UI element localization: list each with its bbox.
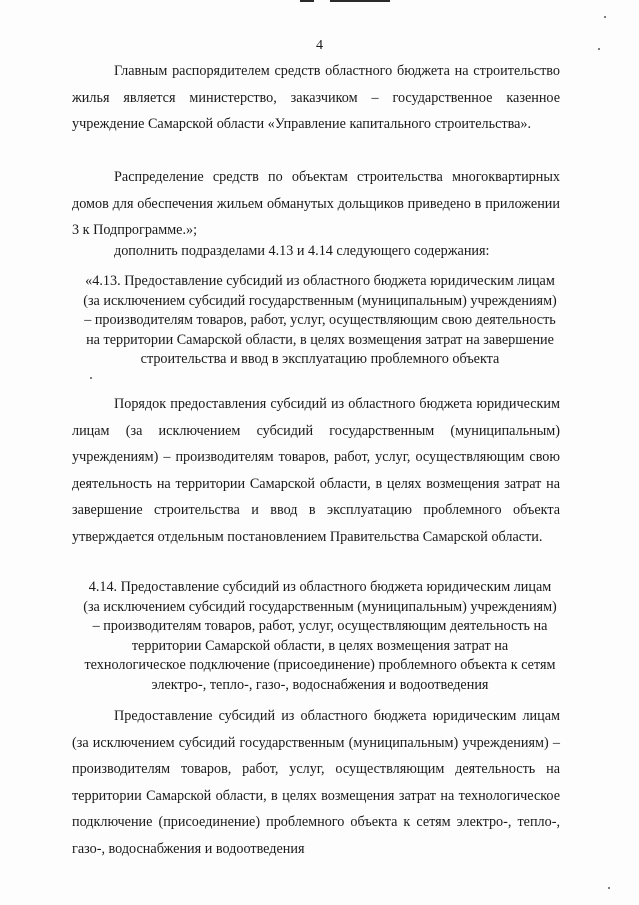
scan-speck (608, 887, 610, 889)
page-number: 4 (316, 38, 323, 53)
scan-speck (604, 16, 606, 18)
scan-speck (90, 377, 92, 379)
heading-subsection-4-13: «4.13. Предоставление субсидий из областного бюджета юридическим лицам (за исключением субсидий государственным (муниципальным) учреждениям) – производителям товаров, работ, услуг, осуществляющим свою деятельность на территории Самарской области, в целях возмещения затрат на завершение строительства и ввод в эксплуатацию проблемного объекта (83, 273, 557, 367)
paragraph-procedure-4-13: Порядок предоставления субсидий из областного бюджета юридическим лицам (за исключением субсидий государственным (муниципальным) учреждениям) – производителям товаров, работ, услуг, осуществляющим свою деятельность на территории Самарской области, в целях возмещения затрат на завершение строительства и ввод в эксплуатацию проблемного объекта утверждается отдельным постановлением Правительства Самарской области. (72, 396, 560, 545)
paragraph-distribution: Распределение средств по объектам строительства многоквартирных домов для обеспечения жильем обманутых дольщиков приведено в приложении 3 к Подпрограмме.»; (72, 169, 560, 238)
scan-artifact (300, 0, 314, 2)
paragraph-add-subsections: дополнить подразделами 4.13 и 4.14 следующего содержания: (114, 243, 490, 259)
paragraph-procedure-4-14: Предоставление субсидий из областного бюджета юридическим лицам (за исключением субсидий государственным (муниципальным) учреждениям) – производителям товаров, работ, услуг, осуществляющим деятельность на территории Самарской области, в целях возмещения затрат на технологическое подключение (присоединение) проблемного объекта к сетям электро-, тепло-, газо-, водоснабжения и водоотведения (72, 708, 560, 857)
scan-artifact (330, 0, 390, 2)
heading-subsection-4-14: 4.14. Предоставление субсидий из областного бюджета юридическим лицам (за исключением субсидий государственным (муниципальным) учреждениям) – производителям товаров, работ, услуг, осуществляющим деятельность на территории Самарской области, в целях возмещения затрат на технологическое подключение (присоединение) проблемного объекта к сетям электро-, тепло-, газо-, водоснабжения и водоотведения (83, 579, 557, 693)
paragraph-main-manager: Главным распорядителем средств областного бюджета на строительство жилья является министерство, заказчиком – государственное казенное учреждение Самарской области «Управление капитального строительства». (72, 63, 560, 132)
